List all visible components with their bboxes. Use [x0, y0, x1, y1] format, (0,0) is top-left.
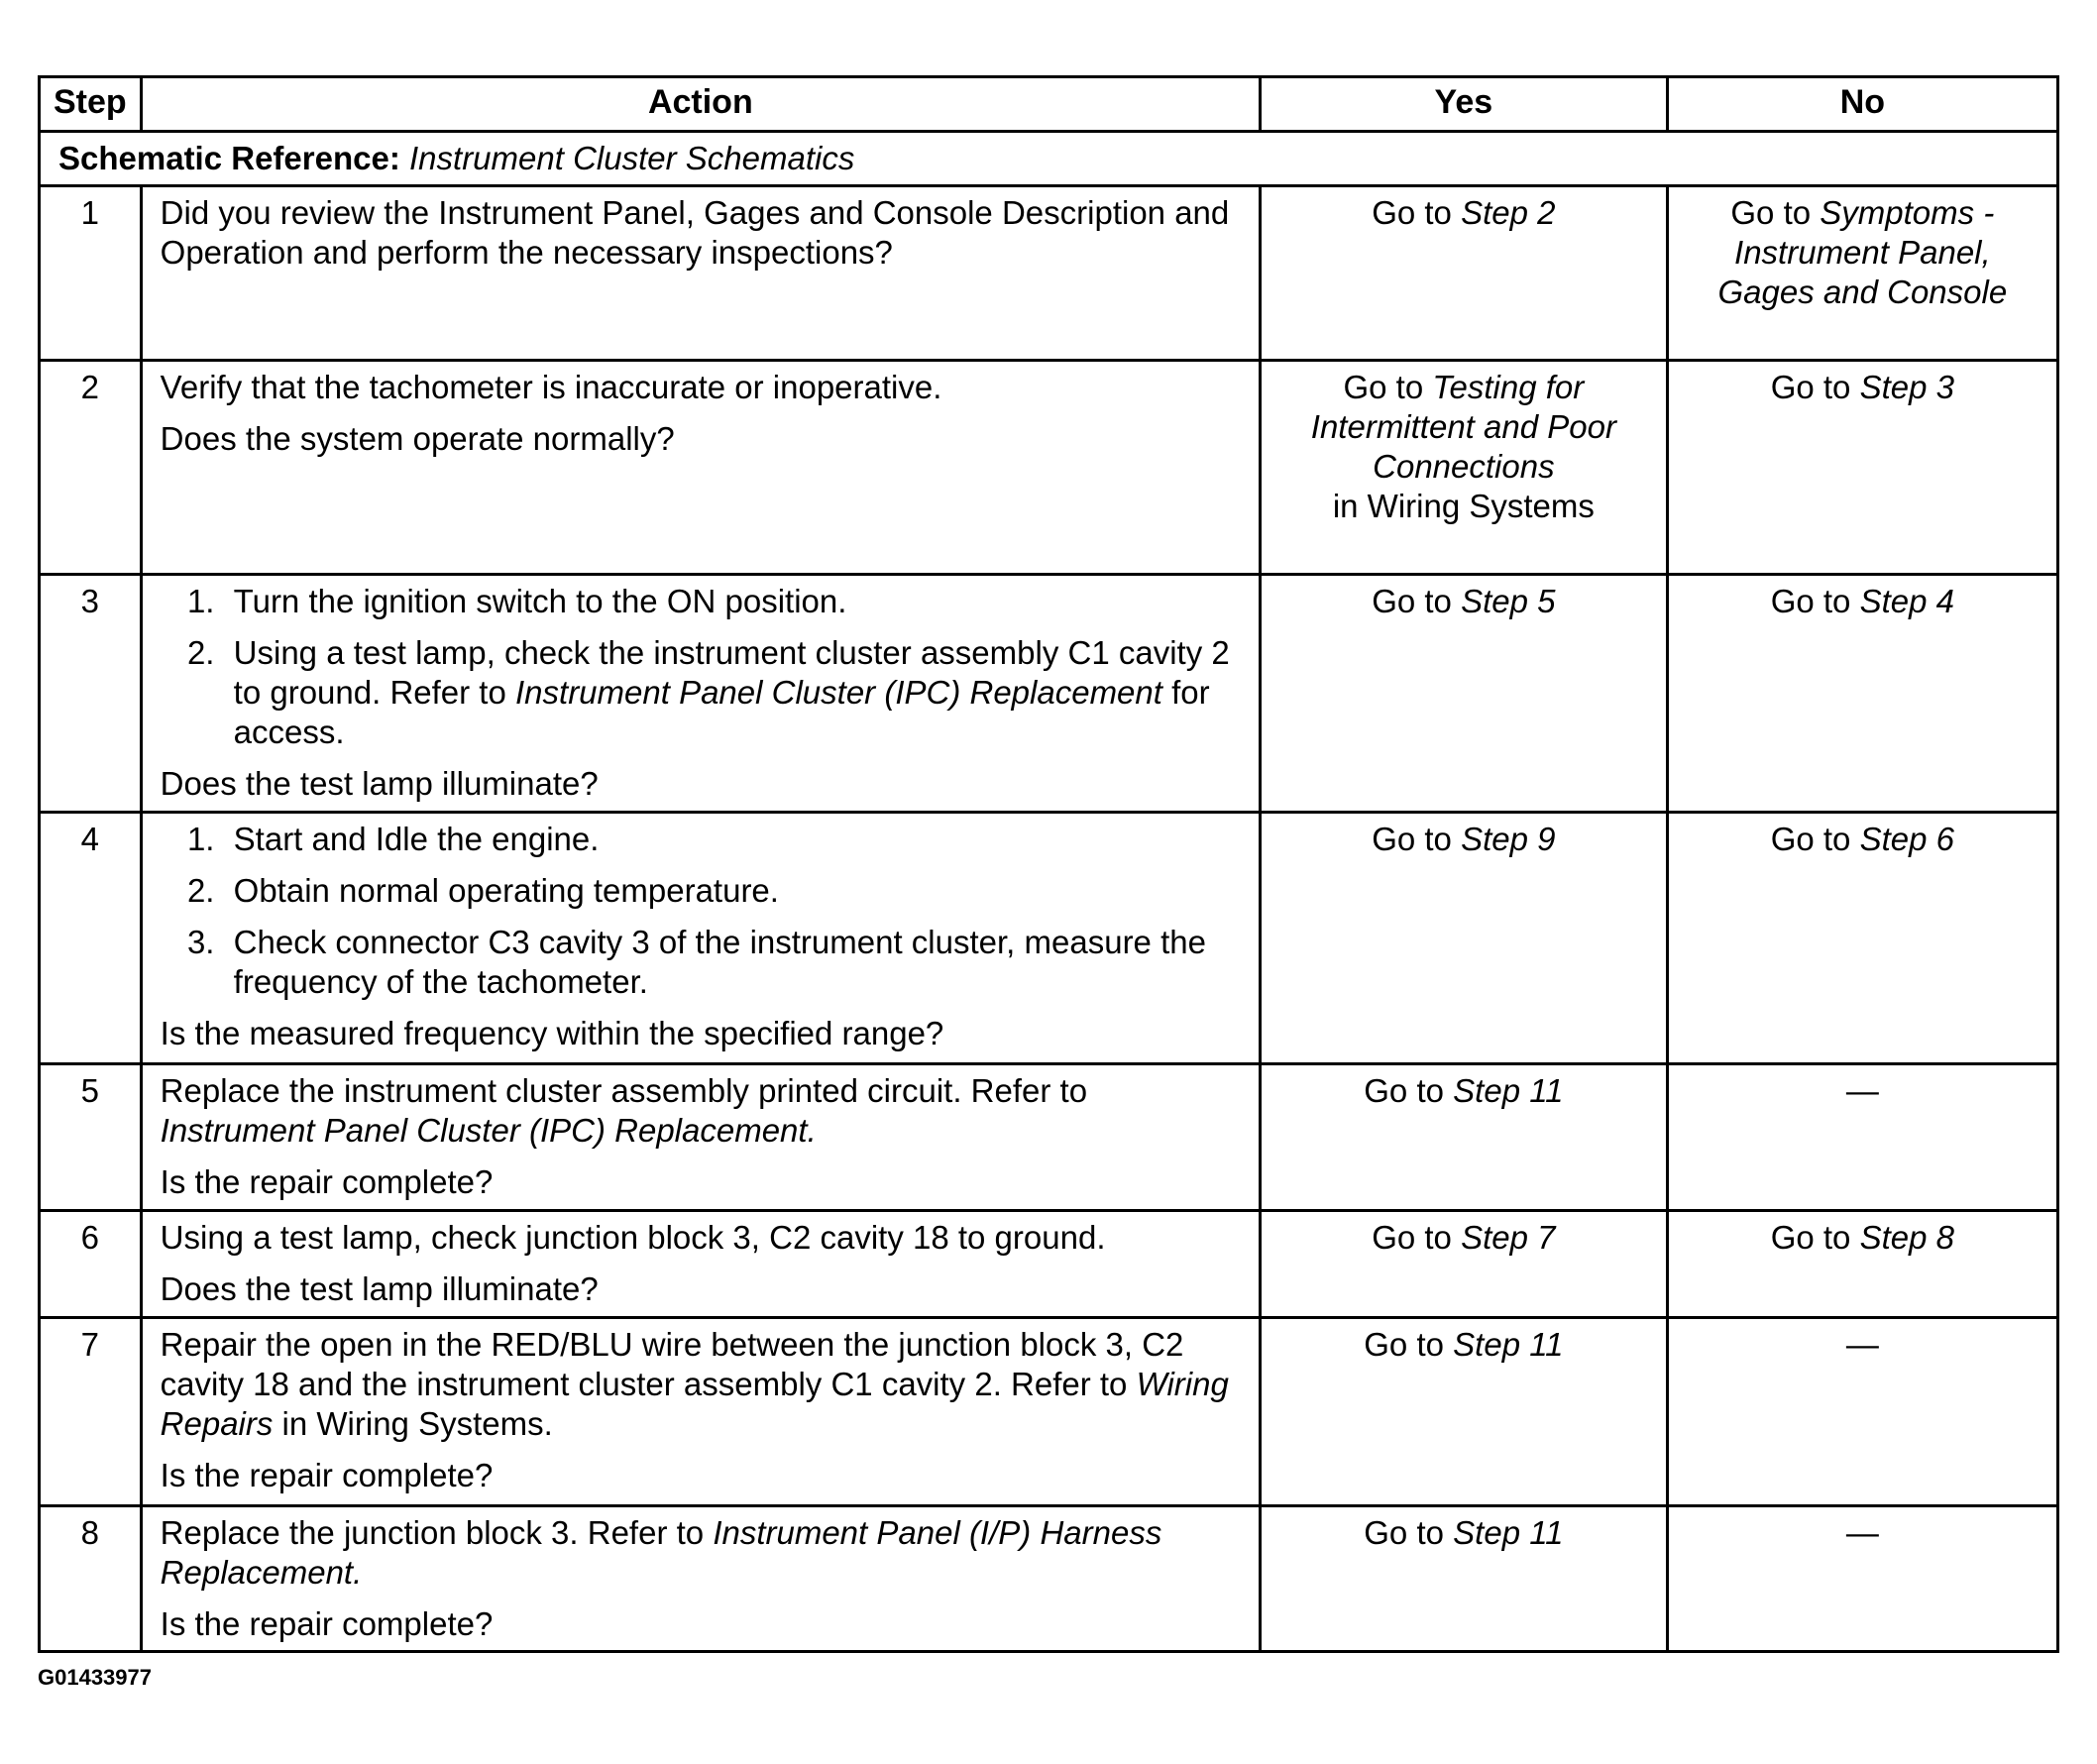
table-row — [40, 1211, 2058, 1318]
yes-ref[interactable]: Step 11 — [1453, 1514, 1564, 1551]
yes-cell[interactable] — [1261, 813, 1668, 1064]
yes-prefix: Go to — [1372, 1219, 1452, 1256]
table-row — [40, 813, 2058, 1064]
action-cell — [141, 186, 1260, 361]
figure-id: G01433977 — [38, 1665, 152, 1690]
action-cell — [141, 1318, 1260, 1506]
action-question: Is the repair complete? — [160, 1457, 494, 1493]
header-step: Step — [40, 77, 142, 132]
table-row — [40, 361, 2058, 575]
yes-cell[interactable] — [1261, 1318, 1668, 1506]
no-cell[interactable] — [1667, 813, 2057, 1064]
action-cell — [141, 1211, 1260, 1318]
action-text: Using a test lamp, check junction block 3, C2 cavity 18 to ground. — [160, 1219, 1106, 1256]
no-cell: — — [1667, 1318, 2057, 1506]
no-prefix: Go to — [1770, 369, 1851, 405]
schematic-reference — [40, 132, 2058, 186]
yes-prefix: Go to — [1364, 1072, 1444, 1109]
no-ref[interactable]: Step 3 — [1859, 369, 1954, 405]
action-cell — [141, 1506, 1260, 1652]
no-ref[interactable]: Symptoms - Instrument Panel, Gages and Console — [1717, 194, 2008, 310]
table-row — [40, 575, 2058, 813]
yes-ref[interactable]: Step 11 — [1453, 1072, 1564, 1109]
table-row — [40, 186, 2058, 361]
step-number: 3 — [40, 575, 142, 813]
header-row — [40, 77, 2058, 132]
no-cell[interactable] — [1667, 186, 2057, 361]
schematic-reference-row — [40, 132, 2058, 186]
schematic-reference-link[interactable]: Instrument Cluster Schematics — [409, 140, 855, 176]
action-list — [161, 582, 1241, 752]
action-cell — [141, 575, 1260, 813]
yes-suffix: in Wiring Systems — [1332, 488, 1595, 524]
no-prefix: Go to — [1770, 1219, 1851, 1256]
yes-cell[interactable] — [1261, 575, 1668, 813]
yes-ref[interactable]: Step 2 — [1461, 194, 1556, 231]
action-question: Is the repair complete? — [160, 1605, 494, 1642]
yes-ref[interactable]: Testing for Intermittent and Poor Connections — [1310, 369, 1616, 485]
yes-ref[interactable]: Step 11 — [1453, 1326, 1564, 1363]
list-item: 2. Obtain normal operating temperature. — [224, 871, 1241, 911]
no-cell: — — [1667, 1506, 2057, 1652]
no-prefix: Go to — [1730, 194, 1812, 231]
yes-cell[interactable] — [1261, 1211, 1668, 1318]
no-cell[interactable] — [1667, 361, 2057, 575]
action-text: Replace the instrument cluster assembly printed circuit. Refer to Instrument Panel Cluster (IPC) Replacement. — [160, 1072, 1088, 1149]
yes-ref[interactable]: Step 5 — [1461, 583, 1556, 619]
action-question: Is the repair complete? — [160, 1163, 494, 1200]
yes-prefix: Go to — [1372, 194, 1452, 231]
list-item: 2. Using a test lamp, check the instrument cluster assembly C1 cavity 2 to ground. Refer to Instrument Panel Cluster (IPC) Replacement for access. — [224, 633, 1241, 752]
step-number: 4 — [40, 813, 142, 1064]
action-ref[interactable]: Wiring Repairs — [160, 1366, 1229, 1442]
list-item: 1. Start and Idle the engine. — [224, 820, 1241, 859]
no-ref[interactable]: Step 4 — [1859, 583, 1954, 619]
header-no: No — [1667, 77, 2057, 132]
step-number: 1 — [40, 186, 142, 361]
yes-prefix: Go to — [1364, 1326, 1444, 1363]
diagnostic-table — [38, 75, 2059, 1653]
schematic-reference-label: Schematic Reference: — [58, 140, 400, 176]
yes-ref[interactable]: Step 7 — [1461, 1219, 1556, 1256]
yes-cell[interactable] — [1261, 186, 1668, 361]
no-ref[interactable]: Step 8 — [1859, 1219, 1954, 1256]
no-cell[interactable] — [1667, 1211, 2057, 1318]
yes-cell[interactable] — [1261, 1506, 1668, 1652]
yes-cell[interactable] — [1261, 1064, 1668, 1211]
header-action: Action — [141, 77, 1260, 132]
step-number: 7 — [40, 1318, 142, 1506]
yes-ref[interactable]: Step 9 — [1461, 821, 1556, 857]
no-prefix: Go to — [1770, 583, 1851, 619]
action-list — [161, 820, 1241, 1002]
yes-prefix: Go to — [1372, 583, 1452, 619]
yes-prefix: Go to — [1372, 821, 1452, 857]
action-cell — [141, 1064, 1260, 1211]
action-question: Does the test lamp illuminate? — [160, 765, 599, 802]
table-row — [40, 1506, 2058, 1652]
list-item: 1. Turn the ignition switch to the ON position. — [224, 582, 1241, 621]
action-question: Is the measured frequency within the specified range? — [160, 1015, 944, 1051]
action-text: Verify that the tachometer is inaccurate or inoperative. — [160, 369, 942, 405]
action-question: Does the test lamp illuminate? — [160, 1270, 599, 1307]
no-cell: — — [1667, 1064, 2057, 1211]
action-text: Replace the junction block 3. Refer to Instrument Panel (I/P) Harness Replacement. — [160, 1514, 1162, 1591]
yes-prefix: Go to — [1343, 369, 1424, 405]
list-item: 3. Check connector C3 cavity 3 of the instrument cluster, measure the frequency of the tachometer. — [224, 923, 1241, 1002]
action-ref[interactable]: Instrument Panel Cluster (IPC) Replacement — [515, 674, 1162, 711]
action-text: Did you review the Instrument Panel, Gages and Console Description and Operation and perform the necessary inspections? — [160, 194, 1230, 271]
yes-prefix: Go to — [1364, 1514, 1444, 1551]
no-ref[interactable]: Step 6 — [1859, 821, 1954, 857]
action-ref[interactable]: Instrument Panel (I/P) Harness Replacement. — [160, 1514, 1162, 1591]
no-prefix: Go to — [1770, 821, 1851, 857]
no-cell[interactable] — [1667, 575, 2057, 813]
yes-cell[interactable] — [1261, 361, 1668, 575]
table-row — [40, 1064, 2058, 1211]
step-number: 2 — [40, 361, 142, 575]
action-cell — [141, 361, 1260, 575]
action-ref[interactable]: Instrument Panel Cluster (IPC) Replacement. — [160, 1112, 817, 1149]
action-cell — [141, 813, 1260, 1064]
table-row — [40, 1318, 2058, 1506]
action-text: Repair the open in the RED/BLU wire between the junction block 3, C2 cavity 18 and the instrument cluster assembly C1 cavity 2. Refer to Wiring Repairs in Wiring Systems. — [160, 1326, 1229, 1442]
header-yes: Yes — [1261, 77, 1668, 132]
step-number: 5 — [40, 1064, 142, 1211]
step-number: 6 — [40, 1211, 142, 1318]
step-number: 8 — [40, 1506, 142, 1652]
action-question: Does the system operate normally? — [160, 420, 675, 457]
